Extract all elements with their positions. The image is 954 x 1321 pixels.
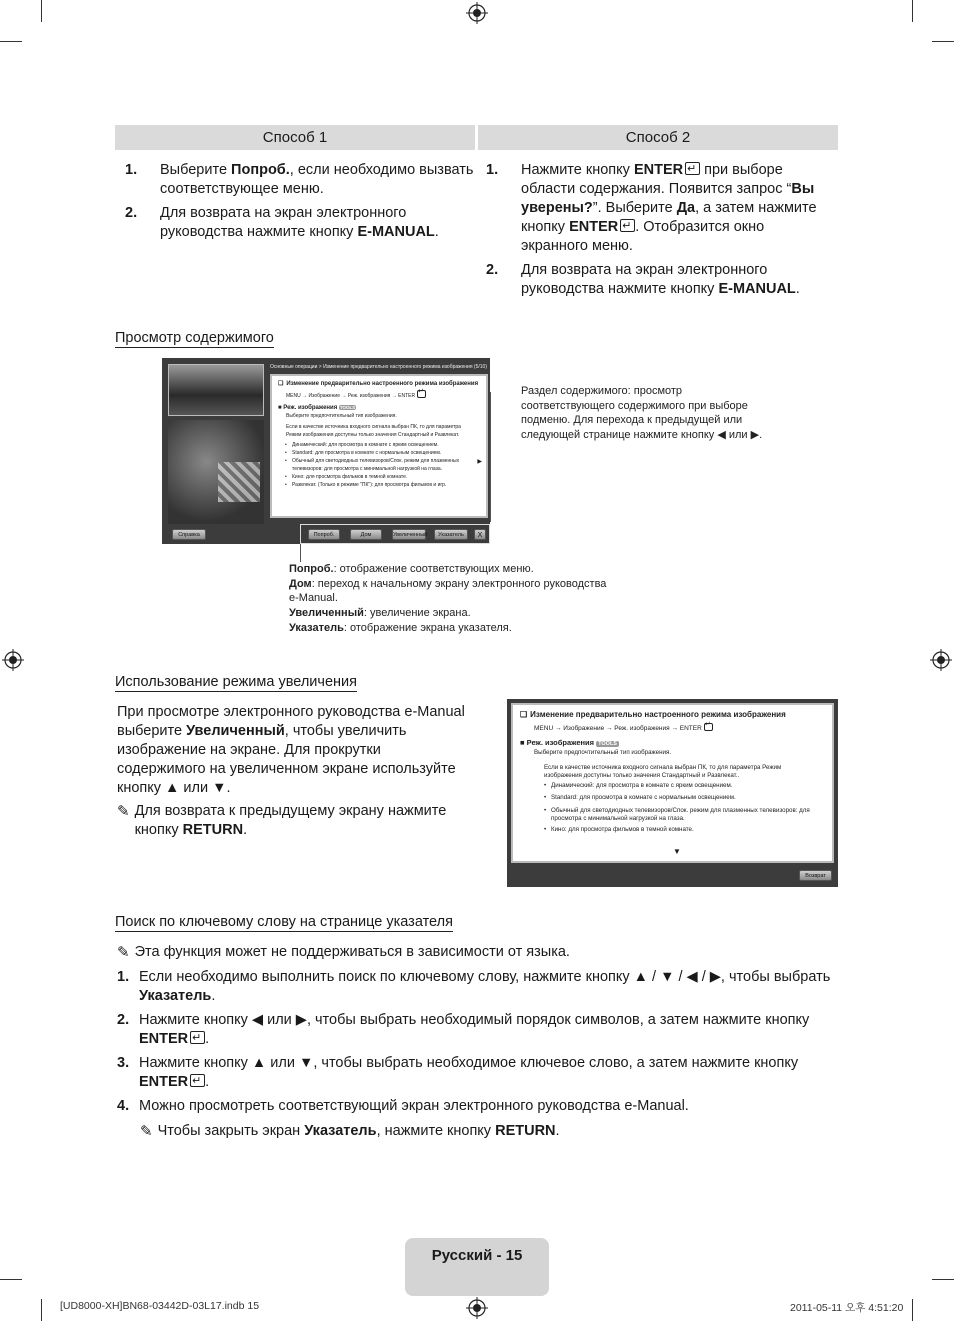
help-button[interactable]: Справка — [172, 529, 206, 540]
callout-line — [300, 544, 301, 562]
search-section-title: Поиск по ключевому слову на странице указателя — [115, 914, 453, 930]
list-item: • Standard: для просмотра в комнате с нормальным освещением. — [551, 794, 821, 803]
enter-icon — [190, 1074, 205, 1087]
button-legend — [289, 562, 619, 636]
search-steps — [117, 968, 832, 1121]
emanual-screen — [162, 358, 490, 544]
cubes-graphic — [218, 462, 260, 502]
pencil-note-icon: ✎ — [140, 1123, 153, 1140]
content-panel[interactable]: ❏ Изменение предварительно настроенного режима изображения MENU → Изображение → Реж. изображения → ENTER↵ ■ Реж. изображения TOOLS Выберите предпочтительный тип изображения. Если в качестве источника входного сигнала выбран ПК, то для параметра Режим изображения доступны только значения Стандартный и Развлекат. • Динамический: для просмотра в комнате с ярким освещением. • Standard: для просмотра в комнате с нормальным освещением. • Обычный для светодиодных телевизоров/Спок. режим для плазменных телевизоров: для просмотра с минимальной нагрузкой на глаза. • Кино: для просмотра фильмов в темной комнате. • Развлекат. (Только в режиме "ПК"): для просмотра фильмов и игр. ▶ — [270, 374, 488, 518]
search-final-note: ✎ Чтобы закрыть экран Указатель, нажмите кнопку RETURN. — [140, 1123, 560, 1140]
crop-mark — [932, 41, 954, 42]
list-item: Попроб.: отображение соответствующих меню. — [289, 563, 534, 575]
list-item: 2. Для возврата на экран электронного руководства нажмите кнопку E-MANUAL. — [125, 205, 439, 240]
list-item: • Обычный для светодиодных телевизоров/Спок. режим для плазменных телевизоров: для просмотра с минимальной нагрузкой на глаза. — [292, 457, 472, 473]
square-bullet-icon: ■ — [520, 737, 525, 747]
zoom-content-panel[interactable]: ❏ Изменение предварительно настроенного режима изображения MENU → Изображение → Реж. изображения → ENTER↵ ■ Реж. изображения TOOLS Выберите предпочтительный тип изображения. Если в качестве источника входного сигнала выбран ПК, то для параметра Режим изображения доступны только значения Стандартный и Развлекат.. • Динамический: для просмотра в комнате с ярким освещением. • Standard: для просмотра в комнате с нормальным освещением. • Обычный для светодиодных телевизоров/Спок. режим для плазменных телевизоров: для просмотра с минимальной нагрузкой на глаза. • Кино: для просмотра фильмов в темной комнате. ▼ — [511, 703, 834, 863]
registration-mark-icon — [930, 649, 952, 671]
breadcrumb: Основные операции > Изменение предварительно настроенного режима изображения (5/10) — [270, 364, 487, 370]
list-item: • Динамический: для просмотра в комнате с ярким освещением. — [551, 782, 821, 791]
page-number: Русский - 15 — [405, 1238, 549, 1296]
zoom-paragraph: При просмотре электронного руководства e-Manual выберите Увеличенный, чтобы увеличить изображение на экране. Для прокрутки содержимого на увеличенном экране используйте кнопку ▲ или ▼. — [117, 704, 465, 796]
list-item: 1. Если необходимо выполнить поиск по ключевому слову, нажмите кнопку ▲ / ▼ / ◀ / ▶, чтобы выбрать Указатель. — [117, 969, 831, 1004]
photo-thumbnail — [168, 364, 264, 416]
list-item: • Standard: для просмотра в комнате с нормальным освещением. — [292, 449, 472, 457]
list-item: 1. Выберите Попроб., если необходимо вызвать соответствующее меню. — [125, 162, 474, 197]
enter-icon — [685, 162, 700, 175]
home-button[interactable]: Дом — [350, 529, 382, 540]
search-note: ✎ Эта функция может не поддерживаться в зависимости от языка. — [117, 944, 570, 961]
enter-icon — [704, 723, 713, 731]
close-button[interactable]: X — [474, 529, 486, 540]
checkbox-icon: ❏ — [520, 710, 528, 719]
pencil-note-icon: ✎ — [117, 803, 130, 820]
list-item: Дом: переход к начальному экрану электронного руководства e-Manual. — [289, 577, 607, 605]
registration-mark-icon — [466, 2, 488, 24]
zoom-screen — [507, 699, 838, 887]
scroll-down-arrow-icon[interactable]: ▼ — [673, 847, 681, 856]
crop-mark — [912, 1299, 913, 1321]
return-button[interactable]: Возврат — [799, 870, 832, 881]
list-item: • Динамический: для просмотра в комнате с ярким освещением. — [292, 441, 472, 449]
method-1-steps — [125, 161, 475, 247]
list-item: 4. Можно просмотреть соответствующий экран электронного руководства e-Manual. — [117, 1098, 689, 1114]
registration-mark-icon — [2, 649, 24, 671]
pencil-note-icon: ✎ — [117, 944, 130, 961]
crop-mark — [0, 1279, 22, 1280]
method-2-steps — [486, 161, 826, 304]
footer-timestamp: 2011-05-11 오후 4:51:20 — [790, 1302, 904, 1314]
crop-mark — [41, 1299, 42, 1321]
callout-line — [490, 392, 491, 522]
list-item: Указатель: отображение экрана указателя. — [289, 621, 512, 634]
method-2-header: Способ 2 — [478, 125, 838, 150]
registration-mark-icon — [466, 1297, 488, 1319]
enter-icon — [190, 1031, 205, 1044]
list-item: 2. Для возврата на экран электронного руководства нажмите кнопку E-MANUAL. — [486, 262, 800, 297]
list-item: • Развлекат. (Только в режиме "ПК"): для просмотра фильмов и игр. — [292, 481, 472, 489]
list-item: 1. Нажмите кнопку ENTER↵ при выборе области содержания. Появится запрос “Вы уверены?”. Выберите Да, а затем нажмите кнопку ENTER↵ . Отобразится окно экранного меню. — [486, 161, 826, 256]
zoom-section-title: Использование режима увеличения — [115, 674, 357, 690]
index-button[interactable]: Указатель — [434, 529, 468, 540]
list-item: • Кино: для просмотра фильмов в темной комнате. — [292, 473, 472, 481]
try-button[interactable]: Попроб. — [308, 529, 340, 540]
square-bullet-icon: ■ — [278, 405, 282, 411]
view-section-title: Просмотр содержимого — [115, 330, 274, 346]
enter-icon — [417, 390, 426, 398]
content-area-description: Раздел содержимого: просмотр соответствующего содержимого при выборе подменю. Для перехода к предыдущей или следующей странице нажмите кнопку ◀ или ▶. — [521, 385, 763, 442]
checkbox-icon: ❏ — [278, 381, 284, 387]
crop-mark — [932, 1279, 954, 1280]
list-item: 3. Нажмите кнопку ▲ или ▼, чтобы выбрать необходимое ключевое слово, а затем нажмите кнопку ENTER↵ . — [117, 1054, 832, 1092]
method-1-header: Способ 1 — [115, 125, 475, 150]
crop-mark — [912, 0, 913, 22]
crop-mark — [41, 0, 42, 22]
zoom-note: ✎ Для возврата к предыдущему экрану нажмите кнопку RETURN. — [117, 803, 447, 838]
list-item: • Обычный для светодиодных телевизоров/Спок. режим для плазменных телевизоров: для просмотра с минимальной нагрузкой на глаза. — [551, 807, 821, 824]
list-item: 2. Нажмите кнопку ◀ или ▶, чтобы выбрать необходимый порядок символов, а затем нажмите кнопку ENTER↵ . — [117, 1011, 832, 1049]
zoom-button[interactable]: Увеличенный — [392, 529, 426, 540]
enter-icon — [620, 219, 635, 232]
list-item: Увеличенный: увеличение экрана. — [289, 607, 471, 620]
next-page-arrow-icon[interactable]: ▶ — [477, 459, 482, 465]
list-item: • Кино: для просмотра фильмов в темной комнате. — [551, 826, 821, 835]
footer-file-info: [UD8000-XH]BN68-03442D-03L17.indb 15 — [60, 1300, 260, 1312]
crop-mark — [0, 41, 22, 42]
